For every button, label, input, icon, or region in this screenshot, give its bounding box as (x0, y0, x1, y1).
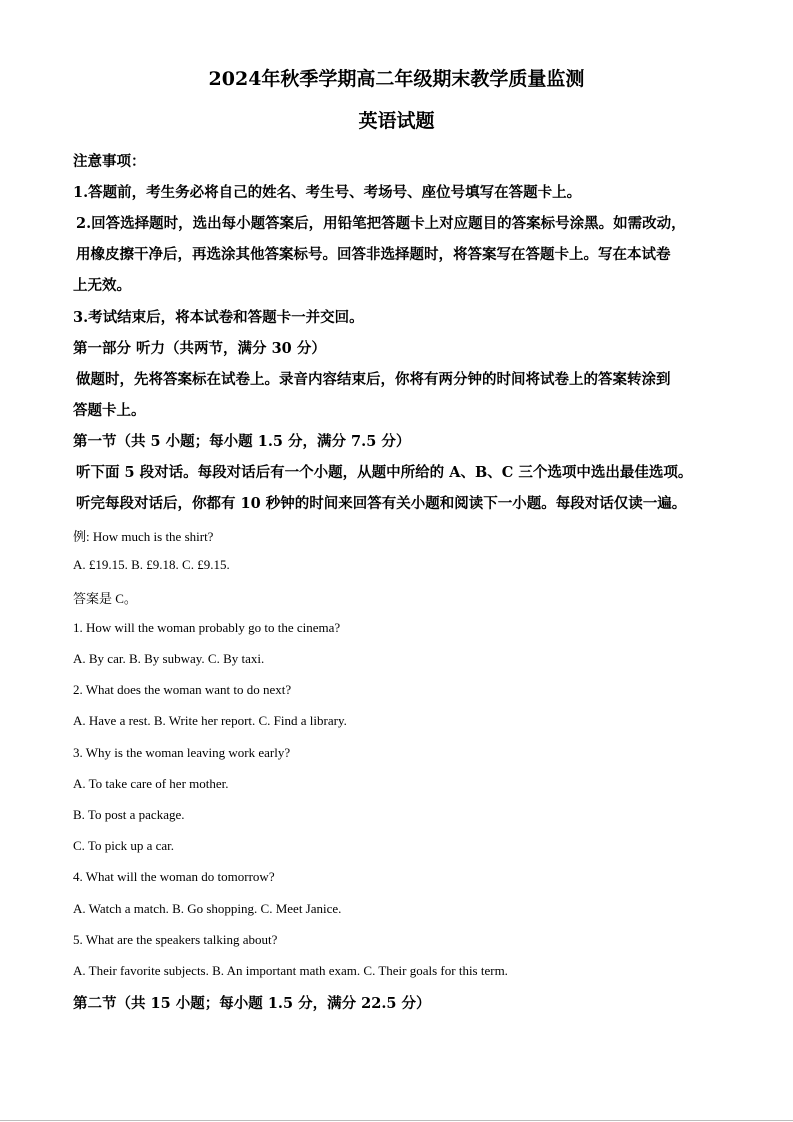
question-5-options: A. Their favorite subjects. B. An important math exam. C. Their goals for this term. (73, 963, 508, 978)
question-4: 4. What will the woman do tomorrow? (73, 869, 275, 884)
example-options: A. £19.15. B. £9.18. C. £9.15. (73, 557, 230, 572)
question-3-option-b: B. To post a package. (73, 807, 185, 822)
notice-item-2-line-2: 用橡皮擦干净后，再选涂其他答案标号。回答非选择题时，将答案写在答题卡上。写在本试卷 (76, 246, 671, 263)
question-3-option-a: A. To take care of her mother. (73, 776, 229, 791)
example-answer: 答案是 C。 (73, 591, 137, 606)
question-5: 5. What are the speakers talking about? (73, 932, 278, 947)
exam-title: 2024年秋季学期高二年级期末教学质量监测 (208, 68, 585, 90)
notice-heading: 注意事项： (73, 153, 146, 170)
question-1: 1. How will the woman probably go to the cinema? (73, 620, 341, 635)
question-3: 3. Why is the woman leaving work early? (73, 745, 291, 760)
question-4-options: A. Watch a match. B. Go shopping. C. Meet Janice. (73, 901, 342, 916)
subject-title: 英语试题 (358, 110, 435, 132)
section-1-instruction-line-1: 听下面 5 段对话。每段对话后有一个小题，从题中所给的 A、B、C 三个选项中选出最佳选项。 (76, 464, 693, 481)
example-question: 例: How much is the shirt? (73, 529, 214, 544)
section-2-heading: 第二节（共 15 小题；每小题 1.5 分，满分 22.5 分） (73, 995, 431, 1012)
section-1-heading: 第一节（共 5 小题；每小题 1.5 分，满分 7.5 分） (73, 433, 411, 450)
part-1-instruction-line-2: 答题卡上。 (73, 402, 146, 419)
question-2-options: A. Have a rest. B. Write her report. C. Find a library. (73, 713, 347, 728)
page-bottom-divider (0, 1120, 793, 1121)
question-3-option-c: C. To pick up a car. (73, 838, 175, 853)
notice-item-2-line-3: 上无效。 (73, 277, 131, 294)
notice-item-1: 1.答题前，考生务必将自己的姓名、考生号、考场号、座位号填写在答题卡上。 (73, 184, 582, 201)
part-1-heading: 第一部分 听力（共两节，满分 30 分） (73, 340, 326, 357)
notice-item-3: 3.考试结束后，将本试卷和答题卡一并交回。 (73, 309, 364, 326)
notice-item-2-line-1: 2.回答选择题时，选出每小题答案后，用铅笔把答题卡上对应题目的答案标号涂黑。如需改动， (76, 215, 686, 232)
question-2: 2. What does the woman want to do next? (73, 682, 292, 697)
part-1-instruction-line-1: 做题时，先将答案标在试卷上。录音内容结束后，你将有两分钟的时间将试卷上的答案转涂到 (76, 371, 671, 388)
section-1-instruction-line-2: 听完每段对话后，你都有 10 秒钟的时间来回答有关小题和阅读下一小题。每段对话仅读一遍。 (76, 495, 687, 512)
question-1-options: A. By car. B. By subway. C. By taxi. (73, 651, 265, 666)
